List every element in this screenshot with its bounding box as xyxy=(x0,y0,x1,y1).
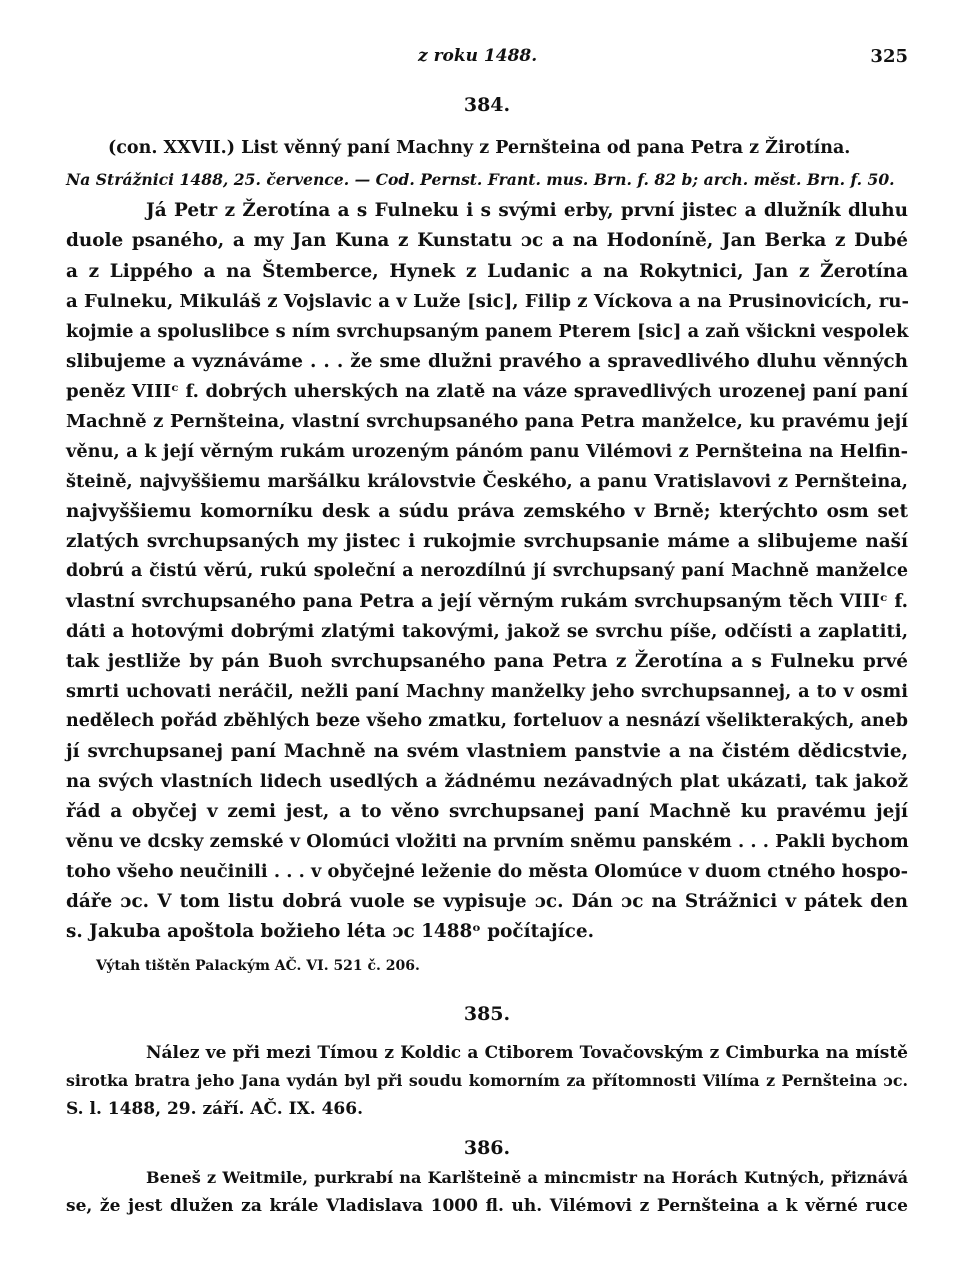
regest-line: Nález ve při mezi Tímou z Koldic a Ctiborem Tovačovským z Cimburka na místě xyxy=(146,1043,908,1063)
page-number: 325 xyxy=(870,46,908,67)
body-line: slibujeme a vyznáváme . . . že sme dlužni pravého a spravedlivého dluhu věnných xyxy=(66,351,908,372)
body-line: na svých vlastních lidech usedlých a žádnému nezávadných plat ukázati, tak jakož xyxy=(66,771,908,792)
document-number-384: 384. xyxy=(463,94,511,116)
body-line: Já Petr z Žerotína a s Fulneku i s svými erby, první jistec a dlužník dluhu xyxy=(146,200,908,221)
body-line: dobrú a čistú věrú, rukú společní a nerozdílnú jí svrchupsaný paní Machně manželce xyxy=(66,561,908,581)
body-line: dáti a hotovými dobrými zlatými takovými, jakož se svrchu píše, odčísti a zaplatiti, xyxy=(66,621,908,642)
document-title-384: (con. XXVII.) List věnný paní Machny z Pernšteina od pana Petra z Žirotína. xyxy=(108,138,851,158)
regest-line: se, že jest dlužen za krále Vladislava 1000 fl. uh. Vilémovi z Pernšteina a k věrné ruce xyxy=(66,1196,908,1216)
body-line: peněz VIIIᶜ f. dobrých uherských na zlatě na váze spravedlivých urozenej paní paní xyxy=(66,381,908,402)
body-line: najvyššiemu komorníku desk a súdu práva zemského v Brně; kterýchto osm set xyxy=(66,501,908,522)
body-line: a Fulneku, Mikuláš z Vojslavic a v Luže [sic], Filip z Víckova a na Prusinovicích, ru- xyxy=(66,291,909,312)
page-header xyxy=(66,46,908,70)
body-line: věnu, a k její věrným rukám urozeným pánóm panu Vilémovi z Pernšteina na Helfin- xyxy=(66,441,908,462)
body-line: duole psaného, a my Jan Kuna z Kunstatu ɔc a na Hodoníně, Jan Berka z Dubé xyxy=(66,230,908,251)
running-head: z roku 1488. xyxy=(418,46,538,66)
regest-line: Beneš z Weitmile, purkrabí na Karlšteině a mincmistr na Horách Kutných, přiznává xyxy=(146,1168,908,1187)
document-number-385: 385. xyxy=(463,1003,511,1025)
body-line: vlastní svrchupsaného pana Petra a její věrným rukám svrchupsaným těch VIIIᶜ f. xyxy=(66,591,908,612)
body-line: smrti uchovati neráčil, nežli paní Machny manželky jeho svrchupsannej, a to v osmi xyxy=(66,681,908,702)
body-line: toho všeho neučinili . . . v obyčejné leženie do města Olomúce v duom ctného hospo- xyxy=(66,861,908,882)
body-line: nedělech pořád zběhlých beze všeho zmatku, forteluov a nesnází všelikterakých, aneb xyxy=(66,711,908,731)
body-line: s. Jakuba apoštola božieho léta ɔc 1488ᵒ počítajíce. xyxy=(66,921,594,942)
body-line: věnu ve dcsky zemské v Olomúci vložiti na prvním sněmu panském . . . Pakli bychom xyxy=(66,831,909,852)
body-line: dáře ɔc. V tom listu dobrá vuole se vypisuje ɔc. Dán ɔc na Strážnici v pátek den xyxy=(66,891,908,912)
document-source-384: Na Strážnici 1488, 25. července. — Cod. Pernst. Frant. mus. Brn. f. 82 b; arch. měst. Brn. f. 50. xyxy=(66,170,895,189)
body-line: kojmie a spoluslibce s ním svrchupsaným panem Pterem [sic] a zaň všickni vespolek xyxy=(66,321,909,342)
body-line: šteině, najvyššiemu maršálku královstvie Českého, a panu Vratislavovi z Pernšteina, xyxy=(66,471,908,492)
document-note-384: Výtah tištěn Palackým AČ. VI. 521 č. 206. xyxy=(96,958,420,974)
document-number-386: 386. xyxy=(463,1137,511,1159)
regest-line: S. l. 1488, 29. září. AČ. IX. 466. xyxy=(66,1099,364,1119)
body-line: jí svrchupsanej paní Machně na svém vlastniem panstvie a na čistém dědicstvie, xyxy=(66,741,908,762)
body-line: Machně z Pernšteina, vlastní svrchupsaného pana Petra manželce, ku pravému její xyxy=(66,411,908,432)
body-line: zlatých svrchupsaných my jistec i rukojmie svrchupsanie máme a slibujeme naší xyxy=(66,531,908,552)
body-line: řád a obyčej v zemi jest, a to věno svrchupsanej paní Machně ku pravému její xyxy=(66,801,908,822)
regest-line: sirotka bratra jeho Jana vydán byl při soudu komorním za přítomnosti Vilíma z Pernšteina ɔc. xyxy=(66,1071,908,1090)
body-line: tak jestliže by pán Buoh svrchupsaného pana Petra z Žerotína a s Fulneku prvé xyxy=(66,651,908,672)
body-line: a z Lippého a na Štemberce, Hynek z Ludanic a na Rokytnici, Jan z Žerotína xyxy=(66,261,908,282)
